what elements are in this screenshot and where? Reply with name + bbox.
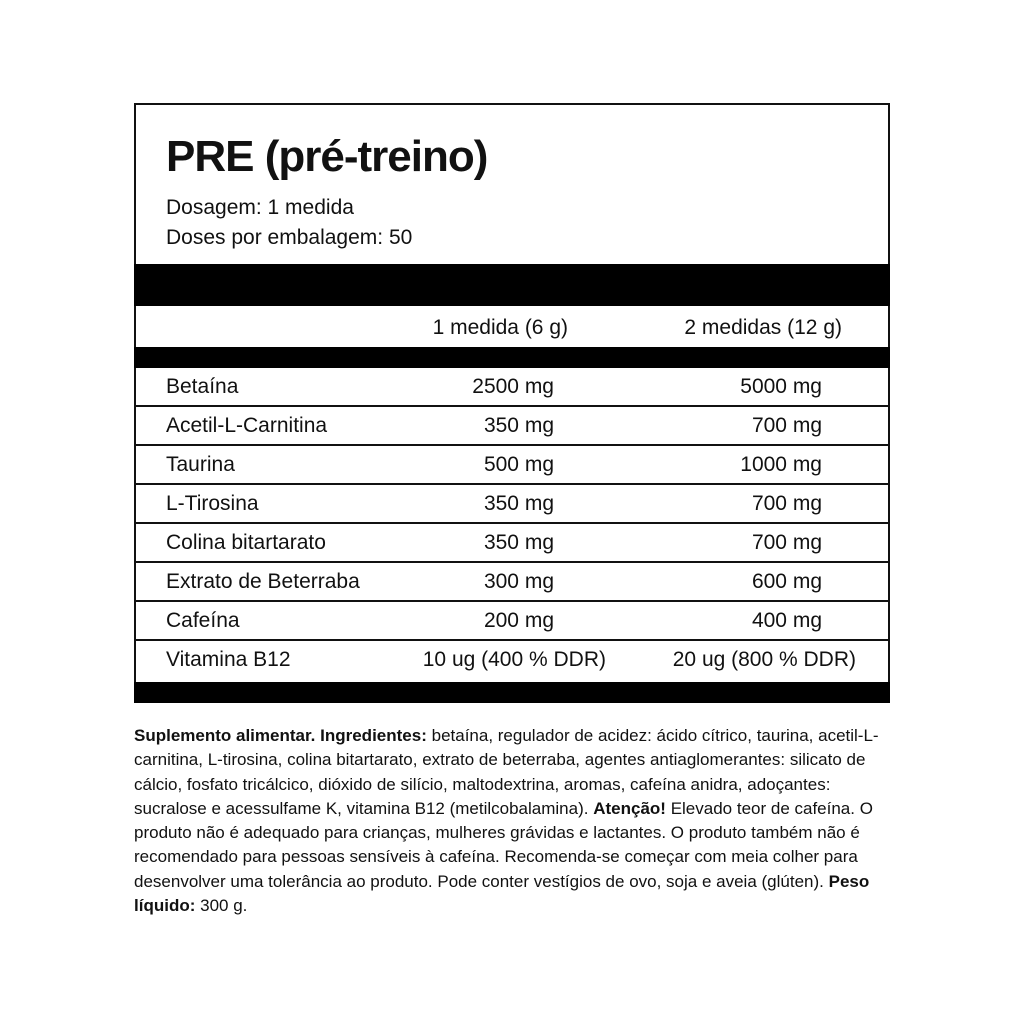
table-header-row [136, 306, 888, 347]
ingredient-name: Vitamina B12 [166, 648, 291, 671]
ingredient-name: Colina bitartarato [166, 531, 326, 554]
amount-2-doses: 1000 mg [740, 453, 822, 476]
table-row [134, 446, 890, 485]
table-row [134, 641, 890, 679]
amount-2-doses: 700 mg [751, 531, 822, 554]
amount-1-dose: 500 mg [483, 453, 554, 476]
ingredients-paragraph [134, 724, 894, 918]
amount-2-doses: 400 mg [751, 609, 822, 632]
nutrition-label [134, 103, 890, 703]
amount-1-dose: 350 mg [483, 414, 554, 437]
column-header-2-doses: 2 medidas (12 g) [684, 316, 842, 339]
amount-1-dose: 350 mg [483, 492, 554, 515]
product-title: PRE (pré-treino) [166, 132, 488, 181]
ingredient-name: L-Tirosina [166, 492, 259, 515]
amount-2-doses: 600 mg [751, 570, 822, 593]
ingredient-name: Extrato de Beterraba [166, 570, 360, 593]
amount-1-dose: 350 mg [483, 531, 554, 554]
ingredient-name: Cafeína [166, 609, 240, 632]
ingredient-name: Betaína [166, 375, 239, 398]
amount-1-dose: 10 ug (400 % DDR) [422, 648, 606, 671]
header-divider-bar [134, 264, 890, 306]
table-row [134, 407, 890, 446]
table-row [134, 485, 890, 524]
nutrition-table [134, 368, 890, 679]
amount-2-doses: 20 ug (800 % DDR) [672, 648, 856, 671]
net-weight-value: 300 g. [200, 896, 248, 916]
ingredients-label: Ingredientes: [320, 726, 427, 745]
amount-1-dose: 200 mg [483, 609, 554, 632]
column-header-1-dose: 1 medida (6 g) [432, 316, 568, 339]
table-divider-bar [134, 347, 890, 368]
attention-text: Elevado teor de cafeína. O produto não é adequado para crianças, mulheres grávidas e lactantes. O produto também não é recomendado para pessoas sensíveis à cafeína. Recomenda-se começar com meia colher para desenvolver uma tolerância ao produto. Pode conter vestígios de ovo, soja e aveia (glúten). [134, 798, 873, 891]
amount-2-doses: 5000 mg [740, 375, 822, 398]
table-row [134, 368, 890, 407]
amount-1-dose: 300 mg [483, 570, 554, 593]
amount-1-dose: 2500 mg [472, 375, 554, 398]
table-row [134, 563, 890, 602]
ingredients-text: betaína, regulador de acidez: ácido cítrico, taurina, acetil-L-carnitina, L-tirosina, colina bitartarato, extrato de beterraba, agentes antiaglomerantes: silicato de cálcio, fosfato tricálcico, dióxido de silício, maltodextrina, aromas, cafeína anidra, adoçantes: sucralose e acessulfame K, vitamina B12 (metilcobalamina). [134, 726, 879, 818]
amount-2-doses: 700 mg [751, 414, 822, 437]
amount-2-doses: 700 mg [751, 492, 822, 515]
doses-per-package: Doses por embalagem: 50 [166, 226, 413, 249]
footer-divider-bar [134, 682, 890, 703]
ingredient-name: Taurina [166, 453, 235, 476]
dosage-info: Dosagem: 1 medida [166, 196, 354, 219]
supplement-label: Suplemento alimentar. [134, 726, 316, 745]
table-row [134, 602, 890, 641]
attention-label: Atenção! [593, 798, 666, 818]
ingredient-name: Acetil-L-Carnitina [166, 414, 328, 437]
net-weight-label: Peso líquido: [134, 871, 870, 916]
table-row [134, 524, 890, 563]
